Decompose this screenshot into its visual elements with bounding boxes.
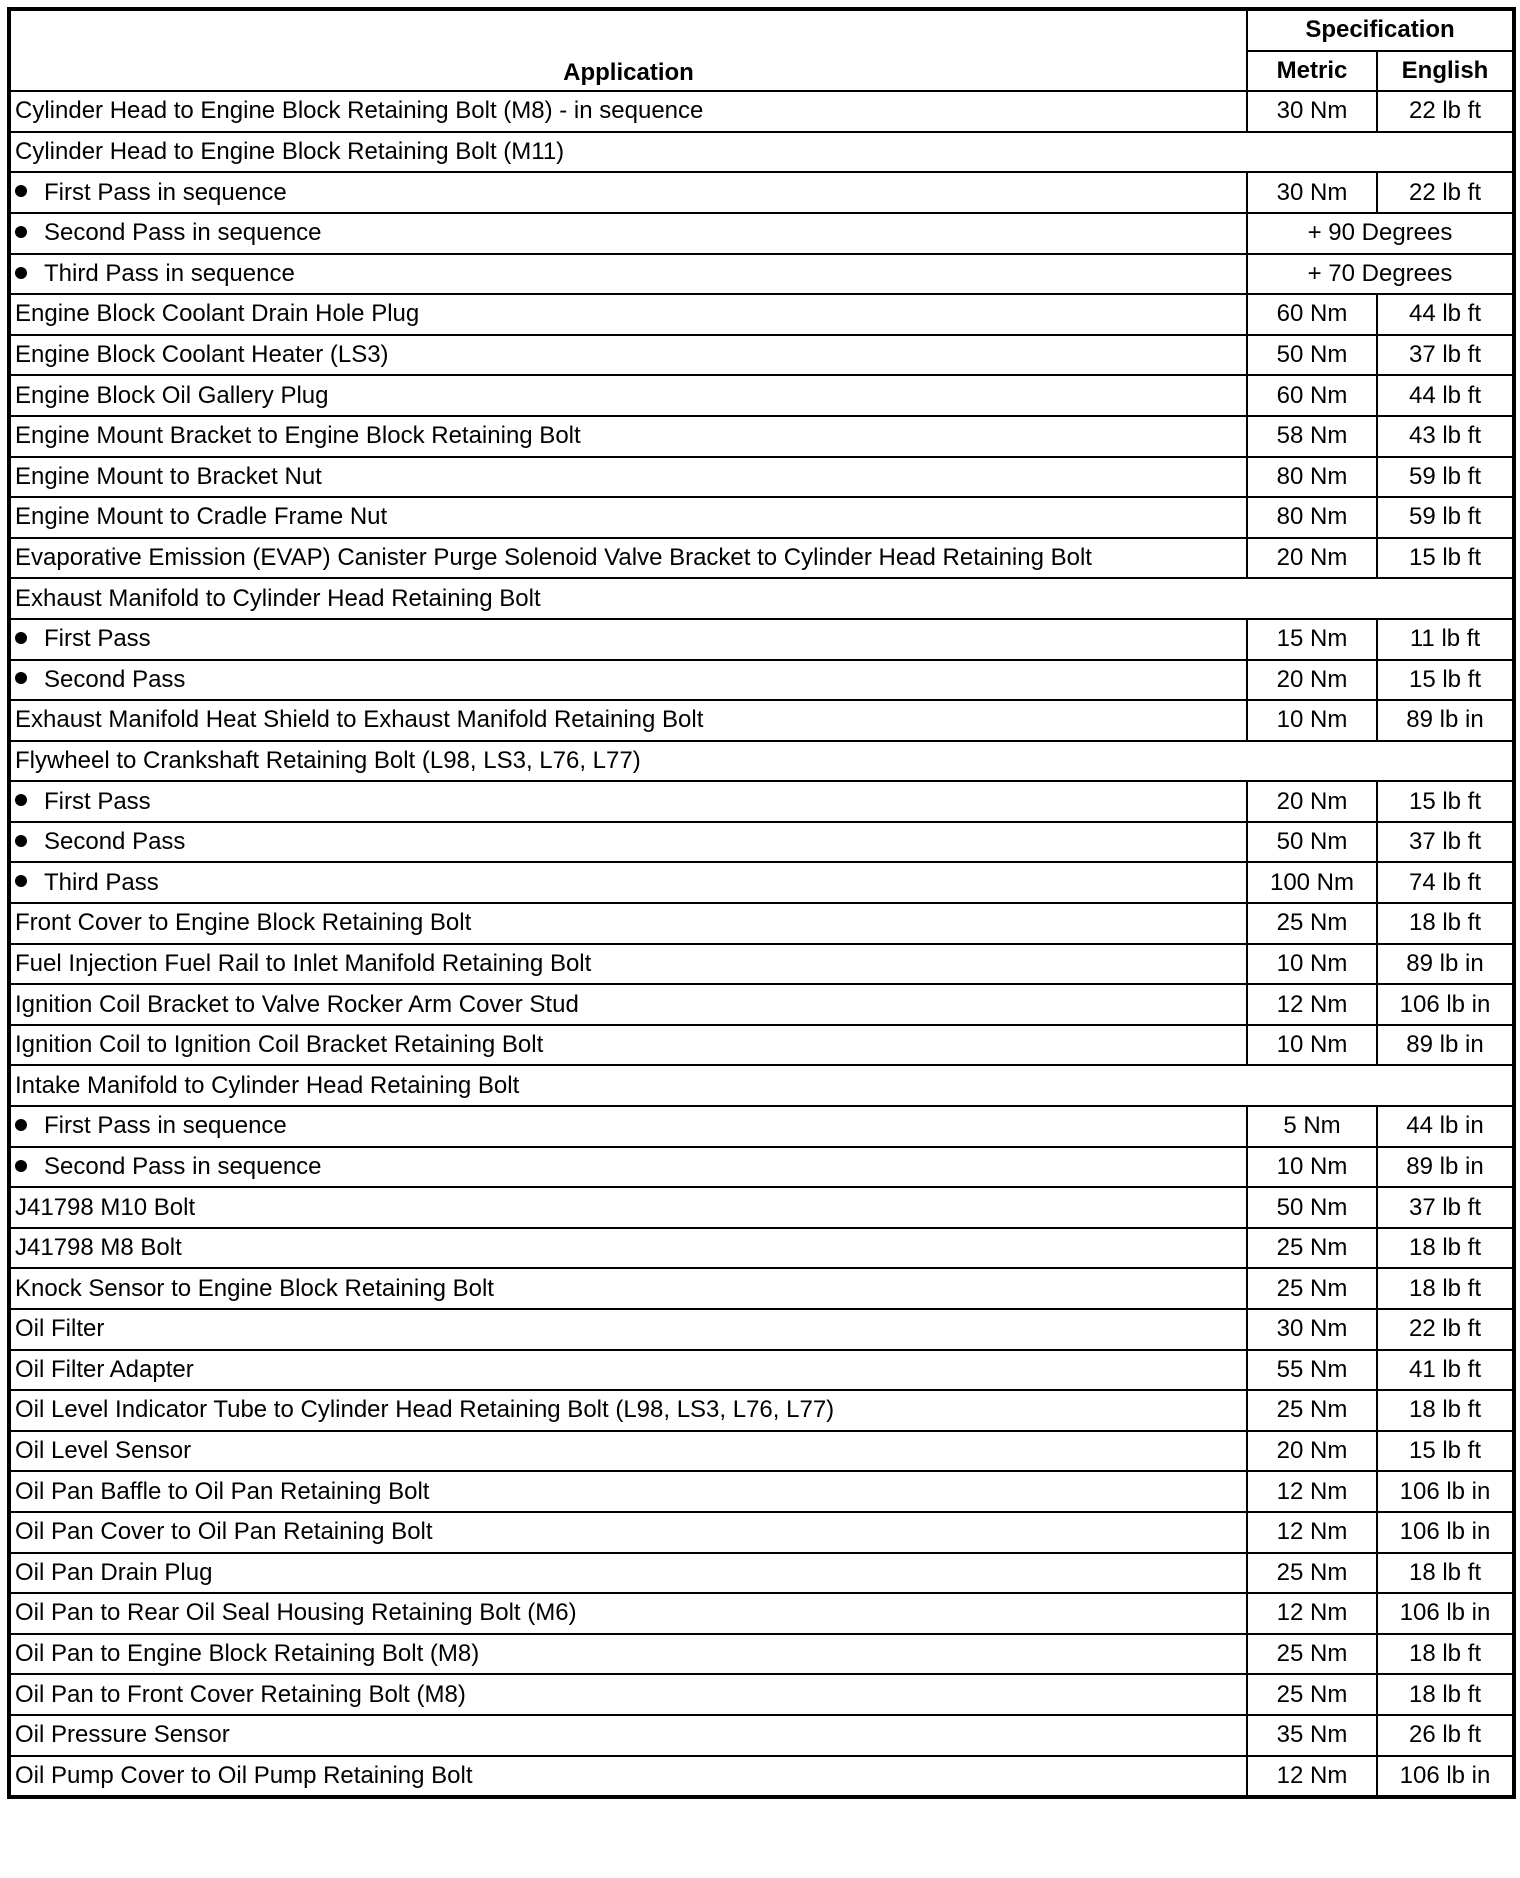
specification-header: Specification — [1247, 9, 1514, 51]
application-cell — [9, 1756, 1247, 1798]
english-value: 18 lb ft — [1377, 1674, 1514, 1715]
application-cell — [9, 1187, 1247, 1228]
metric-value: 25 Nm — [1247, 1674, 1377, 1715]
english-value: 44 lb ft — [1377, 294, 1514, 335]
english-value: 15 lb ft — [1377, 1431, 1514, 1472]
metric-value: 10 Nm — [1247, 1025, 1377, 1066]
application-cell — [9, 781, 1247, 822]
header-row-top — [9, 9, 1514, 51]
application-cell — [9, 1471, 1247, 1512]
english-value: 37 lb ft — [1377, 822, 1514, 863]
metric-value: 25 Nm — [1247, 1268, 1377, 1309]
metric-value: 5 Nm — [1247, 1106, 1377, 1147]
table-body — [9, 91, 1514, 1797]
bullet-icon — [15, 875, 27, 887]
bullet-icon — [15, 794, 27, 806]
english-value: 106 lb in — [1377, 1756, 1514, 1798]
metric-value: 20 Nm — [1247, 1431, 1377, 1472]
application-cell — [9, 862, 1247, 903]
english-value: 37 lb ft — [1377, 335, 1514, 376]
application-text: Engine Mount to Cradle Frame Nut — [15, 503, 388, 531]
english-value: 18 lb ft — [1377, 1634, 1514, 1675]
table-subrow — [9, 1106, 1514, 1147]
application-cell — [9, 1228, 1247, 1269]
table-row — [9, 1674, 1514, 1715]
table-subrow — [9, 619, 1514, 660]
bullet-icon — [15, 1160, 27, 1172]
bullet-icon — [15, 632, 27, 644]
metric-value: 50 Nm — [1247, 822, 1377, 863]
english-value: 22 lb ft — [1377, 172, 1514, 213]
bullet-icon — [15, 267, 27, 279]
table-subrow — [9, 213, 1514, 254]
table-subrow — [9, 172, 1514, 213]
english-value: 44 lb in — [1377, 1106, 1514, 1147]
table-group-row — [9, 1065, 1514, 1106]
metric-value: 35 Nm — [1247, 1715, 1377, 1756]
english-value: 59 lb ft — [1377, 497, 1514, 538]
application-cell — [9, 132, 1514, 173]
application-text: Engine Block Oil Gallery Plug — [15, 381, 329, 409]
table-row — [9, 1553, 1514, 1594]
english-value: 22 lb ft — [1377, 1309, 1514, 1350]
metric-value: 100 Nm — [1247, 862, 1377, 903]
metric-value: 80 Nm — [1247, 457, 1377, 498]
application-cell — [9, 1593, 1247, 1634]
application-text: Oil Pan to Rear Oil Seal Housing Retaining Bolt (M6) — [15, 1599, 577, 1627]
bullet-icon — [15, 1119, 27, 1131]
metric-value: 12 Nm — [1247, 1512, 1377, 1553]
metric-value: 12 Nm — [1247, 984, 1377, 1025]
application-text: Engine Mount to Bracket Nut — [15, 462, 322, 490]
table-row — [9, 984, 1514, 1025]
metric-value: 25 Nm — [1247, 903, 1377, 944]
application-cell — [9, 1268, 1247, 1309]
application-text: Oil Filter Adapter — [15, 1355, 194, 1383]
english-value: 18 lb ft — [1377, 1228, 1514, 1269]
table-row — [9, 1228, 1514, 1269]
application-cell — [9, 254, 1247, 295]
metric-header: Metric — [1247, 51, 1377, 92]
english-value: 74 lb ft — [1377, 862, 1514, 903]
metric-value: 80 Nm — [1247, 497, 1377, 538]
application-cell — [9, 91, 1247, 132]
english-value: 15 lb ft — [1377, 660, 1514, 701]
metric-value: 25 Nm — [1247, 1553, 1377, 1594]
application-text: Oil Pressure Sensor — [15, 1721, 230, 1749]
application-text: Exhaust Manifold Heat Shield to Exhaust Manifold Retaining Bolt — [15, 706, 704, 734]
application-text: Exhaust Manifold to Cylinder Head Retaining Bolt — [15, 584, 541, 612]
table-row — [9, 1390, 1514, 1431]
application-cell — [9, 1147, 1247, 1188]
english-header: English — [1377, 51, 1514, 92]
application-text: Knock Sensor to Engine Block Retaining Bolt — [15, 1274, 494, 1302]
application-header: Application — [9, 9, 1247, 91]
table-row — [9, 1512, 1514, 1553]
metric-value: 15 Nm — [1247, 619, 1377, 660]
application-text: Ignition Coil Bracket to Valve Rocker Arm Cover Stud — [15, 990, 579, 1018]
application-cell — [9, 700, 1247, 741]
application-cell — [9, 903, 1247, 944]
table-row — [9, 700, 1514, 741]
metric-value: 25 Nm — [1247, 1634, 1377, 1675]
metric-value: 60 Nm — [1247, 375, 1377, 416]
table-row — [9, 903, 1514, 944]
application-text: Ignition Coil to Ignition Coil Bracket Retaining Bolt — [15, 1031, 544, 1059]
english-value: 15 lb ft — [1377, 781, 1514, 822]
table-row — [9, 1268, 1514, 1309]
application-text: Engine Block Coolant Drain Hole Plug — [15, 300, 420, 328]
metric-value: 50 Nm — [1247, 335, 1377, 376]
table-row — [9, 944, 1514, 985]
english-value: 89 lb in — [1377, 944, 1514, 985]
application-text: J41798 M8 Bolt — [15, 1234, 182, 1262]
application-cell — [9, 822, 1247, 863]
metric-value: 20 Nm — [1247, 660, 1377, 701]
application-text: Oil Pan Baffle to Oil Pan Retaining Bolt — [15, 1477, 430, 1505]
table-row — [9, 1715, 1514, 1756]
english-value: 106 lb in — [1377, 1593, 1514, 1634]
english-value: 22 lb ft — [1377, 91, 1514, 132]
application-cell — [9, 1106, 1247, 1147]
application-text: First Pass in sequence — [44, 178, 287, 206]
application-cell — [9, 741, 1514, 782]
bullet-icon — [15, 835, 27, 847]
application-cell — [9, 944, 1247, 985]
application-text: Engine Mount Bracket to Engine Block Retaining Bolt — [15, 422, 581, 450]
metric-value: 12 Nm — [1247, 1471, 1377, 1512]
application-text: Cylinder Head to Engine Block Retaining Bolt (M11) — [15, 138, 565, 166]
application-text: Engine Block Coolant Heater (LS3) — [15, 341, 389, 369]
application-text: First Pass in sequence — [44, 1112, 287, 1140]
metric-value: 10 Nm — [1247, 944, 1377, 985]
application-text: Oil Pump Cover to Oil Pump Retaining Bolt — [15, 1761, 473, 1789]
application-text: Fuel Injection Fuel Rail to Inlet Manifold Retaining Bolt — [15, 949, 592, 977]
application-text: Oil Pan to Front Cover Retaining Bolt (M8) — [15, 1680, 466, 1708]
application-text: Oil Level Sensor — [15, 1437, 192, 1465]
metric-value: 58 Nm — [1247, 416, 1377, 457]
table-row — [9, 1756, 1514, 1798]
english-value: 89 lb in — [1377, 700, 1514, 741]
application-cell — [9, 497, 1247, 538]
table-row — [9, 1593, 1514, 1634]
application-text: Oil Filter — [15, 1315, 105, 1343]
table-row — [9, 1350, 1514, 1391]
metric-value: 25 Nm — [1247, 1228, 1377, 1269]
application-cell — [9, 538, 1247, 579]
application-text: Third Pass — [44, 868, 159, 896]
table-row — [9, 538, 1514, 579]
table-row — [9, 457, 1514, 498]
table-subrow — [9, 254, 1514, 295]
metric-value: 20 Nm — [1247, 538, 1377, 579]
application-cell — [9, 1025, 1247, 1066]
table-subrow — [9, 781, 1514, 822]
english-value: 26 lb ft — [1377, 1715, 1514, 1756]
application-text: Flywheel to Crankshaft Retaining Bolt (L98, LS3, L76, L77) — [15, 746, 641, 774]
table-row — [9, 1634, 1514, 1675]
application-cell — [9, 457, 1247, 498]
english-value: 18 lb ft — [1377, 903, 1514, 944]
application-cell — [9, 294, 1247, 335]
specification-value: + 70 Degrees — [1247, 254, 1514, 295]
table-row — [9, 375, 1514, 416]
english-value: 18 lb ft — [1377, 1553, 1514, 1594]
application-text: Second Pass in sequence — [44, 1152, 322, 1180]
table-row — [9, 294, 1514, 335]
english-value: 89 lb in — [1377, 1025, 1514, 1066]
application-text: Oil Pan Drain Plug — [15, 1558, 213, 1586]
table-row — [9, 1471, 1514, 1512]
application-text: Second Pass in sequence — [44, 219, 322, 247]
english-value: 43 lb ft — [1377, 416, 1514, 457]
application-text: Oil Pan Cover to Oil Pan Retaining Bolt — [15, 1518, 433, 1546]
metric-value: 12 Nm — [1247, 1593, 1377, 1634]
application-cell — [9, 1674, 1247, 1715]
application-text: Second Pass — [44, 665, 186, 693]
application-text: Cylinder Head to Engine Block Retaining Bolt (M8) - in sequence — [15, 97, 704, 125]
application-cell — [9, 416, 1247, 457]
table-subrow — [9, 822, 1514, 863]
metric-value: 30 Nm — [1247, 1309, 1377, 1350]
application-text: Evaporative Emission (EVAP) Canister Purge Solenoid Valve Bracket to Cylinder Head Retaining Bolt — [15, 544, 1092, 572]
application-cell — [9, 1553, 1247, 1594]
application-cell — [9, 375, 1247, 416]
english-value: 106 lb in — [1377, 1471, 1514, 1512]
metric-value: 10 Nm — [1247, 1147, 1377, 1188]
table-group-row — [9, 578, 1514, 619]
bullet-icon — [15, 672, 27, 684]
application-text: Front Cover to Engine Block Retaining Bolt — [15, 909, 472, 937]
table-row — [9, 1025, 1514, 1066]
metric-value: 30 Nm — [1247, 172, 1377, 213]
table-row — [9, 416, 1514, 457]
application-cell — [9, 335, 1247, 376]
english-value: 106 lb in — [1377, 1512, 1514, 1553]
table-subrow — [9, 862, 1514, 903]
english-value: 11 lb ft — [1377, 619, 1514, 660]
table-row — [9, 91, 1514, 132]
table-row — [9, 335, 1514, 376]
metric-value: 30 Nm — [1247, 91, 1377, 132]
metric-value: 20 Nm — [1247, 781, 1377, 822]
application-cell — [9, 984, 1247, 1025]
english-value: 37 lb ft — [1377, 1187, 1514, 1228]
table-group-row — [9, 132, 1514, 173]
application-cell — [9, 1065, 1514, 1106]
table-row — [9, 1187, 1514, 1228]
metric-value: 50 Nm — [1247, 1187, 1377, 1228]
application-cell — [9, 1715, 1247, 1756]
application-text: First Pass — [44, 625, 151, 653]
application-text: First Pass — [44, 787, 151, 815]
metric-value: 55 Nm — [1247, 1350, 1377, 1391]
application-text: Intake Manifold to Cylinder Head Retaining Bolt — [15, 1071, 520, 1099]
english-value: 106 lb in — [1377, 984, 1514, 1025]
application-text: Oil Level Indicator Tube to Cylinder Head Retaining Bolt (L98, LS3, L76, L77) — [15, 1396, 835, 1424]
metric-value: 12 Nm — [1247, 1756, 1377, 1798]
application-cell — [9, 1390, 1247, 1431]
english-value: 89 lb in — [1377, 1147, 1514, 1188]
bullet-icon — [15, 185, 27, 197]
application-cell — [9, 213, 1247, 254]
english-value: 44 lb ft — [1377, 375, 1514, 416]
metric-value: 25 Nm — [1247, 1390, 1377, 1431]
application-text: Second Pass — [44, 828, 186, 856]
application-cell — [9, 1431, 1247, 1472]
torque-spec-table — [7, 7, 1516, 1799]
table-subrow — [9, 1147, 1514, 1188]
application-cell — [9, 578, 1514, 619]
table-header — [9, 9, 1514, 91]
metric-value: 10 Nm — [1247, 700, 1377, 741]
english-value: 59 lb ft — [1377, 457, 1514, 498]
english-value: 15 lb ft — [1377, 538, 1514, 579]
english-value: 41 lb ft — [1377, 1350, 1514, 1391]
table-row — [9, 1309, 1514, 1350]
application-text: Oil Pan to Engine Block Retaining Bolt (M8) — [15, 1640, 480, 1668]
table-row — [9, 497, 1514, 538]
table-subrow — [9, 660, 1514, 701]
application-cell — [9, 1512, 1247, 1553]
bullet-icon — [15, 226, 27, 238]
metric-value: 60 Nm — [1247, 294, 1377, 335]
english-value: 18 lb ft — [1377, 1268, 1514, 1309]
application-cell — [9, 1350, 1247, 1391]
application-text: Third Pass in sequence — [44, 259, 295, 287]
application-text: J41798 M10 Bolt — [15, 1193, 196, 1221]
application-cell — [9, 1309, 1247, 1350]
application-cell — [9, 172, 1247, 213]
english-value: 18 lb ft — [1377, 1390, 1514, 1431]
application-cell — [9, 1634, 1247, 1675]
application-cell — [9, 660, 1247, 701]
specification-value: + 90 Degrees — [1247, 213, 1514, 254]
table-group-row — [9, 741, 1514, 782]
table-row — [9, 1431, 1514, 1472]
application-cell — [9, 619, 1247, 660]
